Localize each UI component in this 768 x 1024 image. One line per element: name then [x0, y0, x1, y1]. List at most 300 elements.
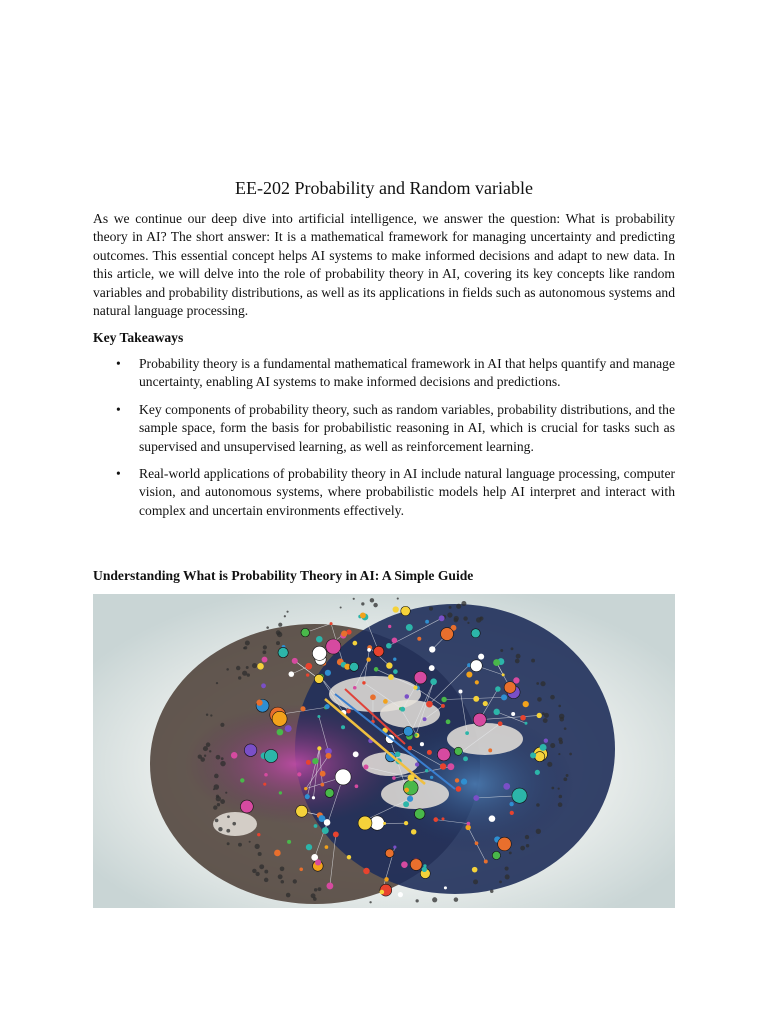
- halo-dot: [551, 787, 554, 790]
- network-node: [320, 783, 324, 787]
- document-title: EE-202 Probability and Random variable: [235, 178, 533, 198]
- halo-dot: [559, 717, 564, 722]
- halo-dot: [221, 757, 224, 760]
- network-node: [355, 784, 359, 788]
- network-node: [398, 892, 403, 897]
- network-node: [393, 669, 398, 674]
- halo-dot: [256, 872, 260, 876]
- halo-dot: [243, 647, 245, 649]
- network-node: [467, 822, 471, 826]
- halo-dot: [278, 874, 283, 879]
- network-node: [430, 776, 433, 779]
- halo-dot: [236, 666, 240, 670]
- network-node: [325, 845, 329, 849]
- network-node: [414, 809, 424, 819]
- network-node: [392, 776, 396, 780]
- network-node: [400, 707, 405, 712]
- network-node: [417, 637, 421, 641]
- halo-dot: [456, 604, 461, 609]
- halo-dot: [505, 874, 510, 879]
- network-node: [495, 686, 501, 692]
- network-node: [324, 819, 331, 826]
- halo-dot: [311, 893, 316, 898]
- network-node: [426, 701, 433, 708]
- network-node: [360, 612, 366, 618]
- network-node: [240, 778, 244, 782]
- halo-dot: [566, 774, 569, 777]
- network-node: [446, 719, 451, 724]
- halo-dot: [429, 607, 433, 611]
- halo-dot: [370, 598, 374, 602]
- network-node: [277, 729, 284, 736]
- network-node: [347, 855, 351, 859]
- halo-dot: [259, 864, 264, 869]
- halo-dot: [558, 705, 561, 708]
- network-node: [440, 763, 446, 769]
- halo-dot: [227, 815, 230, 818]
- halo-dot: [544, 713, 549, 718]
- network-node: [312, 796, 315, 799]
- network-node: [454, 747, 462, 755]
- network-node: [244, 744, 257, 757]
- halo-dot: [505, 866, 509, 870]
- network-node: [274, 850, 281, 857]
- network-node: [488, 748, 492, 752]
- network-node: [292, 658, 298, 664]
- halo-dot: [252, 869, 256, 873]
- network-node: [312, 646, 326, 660]
- network-node: [363, 764, 368, 769]
- halo-dot: [280, 866, 285, 871]
- network-node: [353, 641, 358, 646]
- network-node: [404, 788, 409, 793]
- network-node: [535, 770, 540, 775]
- network-node: [401, 606, 411, 616]
- halo-dot: [563, 777, 567, 781]
- network-node: [459, 689, 463, 693]
- network-node: [386, 643, 392, 649]
- network-node: [422, 867, 427, 872]
- halo-dot: [258, 852, 262, 856]
- network-node: [430, 678, 437, 685]
- halo-dot: [473, 879, 478, 884]
- network-node: [455, 778, 459, 782]
- takeaway-text: Key components of probability theory, such as random variables, probability distributions, and the sample space, form the basis for probabilistic reasoning in AI, which is crucial for tasks such as supervised and unsupervised learning, as well as reinforcement learning.: [139, 401, 675, 454]
- network-node: [346, 709, 350, 713]
- network-node: [240, 800, 253, 813]
- network-node: [544, 738, 548, 742]
- halo-dot: [247, 673, 250, 676]
- halo-dot: [547, 762, 552, 767]
- network-node: [393, 846, 396, 849]
- halo-dot: [540, 681, 545, 686]
- network-node: [367, 648, 371, 652]
- halo-dot: [220, 761, 225, 766]
- network-node: [264, 773, 268, 777]
- halo-dot: [286, 893, 291, 898]
- network-node: [385, 849, 394, 858]
- network-node: [326, 639, 341, 654]
- halo-dot: [550, 743, 555, 748]
- halo-dot: [449, 606, 452, 609]
- halo-dot: [281, 880, 285, 884]
- network-node: [492, 851, 500, 859]
- network-node: [425, 620, 429, 624]
- network-node: [535, 752, 545, 762]
- network-node: [264, 749, 277, 762]
- bullet-icon: •: [116, 356, 121, 371]
- network-node: [465, 731, 469, 735]
- halo-dot: [216, 796, 221, 801]
- halo-dot: [238, 843, 242, 847]
- halo-dot: [214, 784, 219, 789]
- intro-paragraph: As we continue our deep dive into artificial intelligence, we answer the question: What is probability theory in AI? The short answer: It is a mathematical framework for managing uncertainty and predicting outcomes. This essential concept helps AI systems to make informed decisions and adapt to new data. In this article, we will delve into the role of probability theory in AI, covering its key concepts like random variables and probability distributions, as well as its applications in fields such as autonomous systems and natural language processing.: [93, 211, 675, 319]
- halo-dot: [232, 822, 236, 826]
- halo-dot: [216, 755, 221, 760]
- network-node: [471, 629, 480, 638]
- halo-dot: [531, 659, 535, 663]
- network-node: [414, 734, 417, 737]
- network-node: [300, 706, 305, 711]
- halo-dot: [558, 802, 563, 807]
- network-node: [380, 890, 385, 895]
- network-node: [511, 712, 515, 716]
- network-node: [256, 700, 262, 706]
- halo-dot: [559, 740, 563, 744]
- network-node: [335, 769, 351, 785]
- network-node: [304, 787, 307, 790]
- network-node: [493, 709, 499, 715]
- halo-dot: [516, 654, 521, 659]
- network-node: [358, 816, 372, 830]
- network-node: [513, 677, 519, 683]
- network-node: [395, 752, 400, 757]
- halo-dot: [454, 897, 459, 902]
- network-node: [484, 860, 488, 864]
- network-node: [420, 742, 424, 746]
- network-illustration: [93, 594, 675, 908]
- halo-dot: [227, 842, 230, 845]
- network-node: [524, 722, 527, 725]
- network-node: [285, 725, 292, 732]
- network-node: [466, 671, 472, 677]
- network-node: [401, 861, 408, 868]
- list-item: [93, 355, 675, 392]
- halo-dot: [278, 623, 282, 627]
- network-node: [326, 753, 332, 759]
- network-node: [493, 659, 500, 666]
- halo-dot: [209, 750, 211, 752]
- halo-dot: [340, 606, 342, 608]
- network-node: [405, 694, 410, 699]
- network-node: [370, 694, 376, 700]
- network-node: [473, 696, 479, 702]
- key-takeaways-heading: Key Takeaways: [93, 330, 184, 345]
- halo-dot: [490, 890, 493, 893]
- halo-dot: [215, 819, 219, 823]
- network-node: [498, 721, 503, 726]
- network-node: [483, 701, 488, 706]
- takeaway-text: Real-world applications of probability theory in AI include natural language processing, computer vision, and autonomous systems, where probabilistic models help AI interpret and interact with complex and uncertain environments effectively.: [139, 466, 675, 518]
- halo-dot: [218, 827, 222, 831]
- halo-dot: [463, 616, 467, 620]
- network-node: [322, 827, 329, 834]
- network-node: [388, 674, 394, 680]
- halo-dot: [537, 697, 542, 702]
- section-heading: Understanding What is Probability Theory in AI: A Simple Guide: [93, 568, 474, 583]
- network-node: [502, 673, 505, 676]
- bullet-icon: •: [116, 466, 121, 482]
- network-node: [279, 791, 282, 794]
- network-node: [408, 746, 413, 751]
- network-node: [406, 624, 413, 631]
- network-node: [407, 796, 413, 802]
- halo-dot: [246, 666, 249, 669]
- halo-dot: [318, 887, 322, 891]
- network-node: [429, 646, 435, 652]
- network-node: [383, 699, 388, 704]
- network-node: [530, 752, 536, 758]
- halo-dot: [397, 598, 399, 600]
- network-node: [403, 780, 418, 795]
- halo-dot: [263, 645, 267, 649]
- network-node: [388, 625, 391, 628]
- halo-dot: [480, 617, 482, 619]
- network-node: [441, 697, 446, 702]
- halo-dot: [284, 615, 286, 617]
- network-node: [306, 844, 312, 850]
- network-node: [383, 822, 386, 825]
- network-node: [341, 725, 345, 729]
- network-node: [261, 683, 266, 688]
- network-node: [392, 637, 398, 643]
- network-node: [501, 694, 507, 700]
- network-node: [403, 801, 409, 807]
- network-node: [498, 837, 512, 851]
- network-node: [489, 815, 496, 822]
- halo-dot: [509, 851, 512, 854]
- network-node: [272, 711, 287, 726]
- halo-dot: [226, 829, 230, 833]
- network-node: [353, 751, 359, 757]
- network-illustration-svg: [93, 594, 675, 908]
- network-node: [315, 859, 321, 865]
- network-node: [473, 713, 486, 726]
- network-node: [413, 686, 417, 690]
- halo-dot: [220, 723, 224, 727]
- network-node: [301, 628, 310, 637]
- network-node: [509, 802, 513, 806]
- halo-dot: [276, 641, 280, 645]
- halo-dot: [314, 888, 317, 891]
- network-node: [504, 682, 516, 694]
- network-node: [333, 831, 339, 837]
- network-node: [423, 864, 426, 867]
- halo-dot: [252, 663, 257, 668]
- network-node: [353, 686, 357, 690]
- network-node: [503, 783, 510, 790]
- network-node: [305, 663, 312, 670]
- network-node: [317, 715, 320, 718]
- network-node: [441, 704, 445, 708]
- network-node: [472, 867, 478, 873]
- halo-dot: [361, 602, 364, 605]
- network-node: [463, 756, 468, 761]
- halo-dot: [238, 676, 241, 679]
- halo-dot: [525, 835, 529, 839]
- network-node: [287, 840, 291, 844]
- network-node: [263, 783, 266, 786]
- network-node: [341, 631, 347, 637]
- network-node: [257, 663, 264, 670]
- halo-dot: [225, 792, 227, 794]
- halo-dot: [206, 742, 211, 747]
- halo-dot: [558, 753, 560, 755]
- halo-dot: [369, 901, 371, 903]
- network-node: [384, 877, 388, 881]
- network-node: [326, 882, 333, 889]
- takeaway-text: Probability theory is a fundamental mathematical framework in AI that helps quantify and manage uncertainty, enabling AI systems to make informed decisions and predictions.: [139, 356, 675, 390]
- network-node: [316, 636, 323, 643]
- halo-dot: [564, 727, 567, 730]
- halo-dot: [499, 880, 502, 883]
- network-node: [475, 680, 479, 684]
- network-node: [297, 772, 301, 776]
- network-node: [278, 647, 288, 657]
- halo-dot: [569, 753, 572, 756]
- network-node: [262, 657, 268, 663]
- network-node: [393, 606, 399, 612]
- halo-dot: [262, 650, 266, 654]
- halo-dot: [543, 718, 548, 723]
- network-node: [423, 717, 427, 721]
- halo-dot: [536, 682, 539, 685]
- network-node: [429, 665, 435, 671]
- network-node: [305, 794, 310, 799]
- network-node: [299, 868, 303, 872]
- network-node: [404, 821, 408, 825]
- network-node: [465, 825, 470, 830]
- network-node: [437, 748, 450, 761]
- network-node: [456, 786, 462, 792]
- network-node: [444, 886, 447, 889]
- network-node: [523, 701, 529, 707]
- list-item: [93, 465, 675, 520]
- network-node: [314, 824, 318, 828]
- halo-dot: [511, 647, 514, 650]
- network-node: [410, 859, 422, 871]
- network-node: [537, 713, 542, 718]
- halo-dot: [242, 671, 247, 676]
- halo-dot: [206, 713, 208, 715]
- halo-dot: [526, 844, 529, 847]
- network-node: [520, 715, 526, 721]
- list-item: [93, 401, 675, 456]
- network-node: [447, 763, 454, 770]
- network-node: [366, 657, 370, 661]
- network-node: [441, 817, 444, 820]
- network-node: [325, 704, 330, 709]
- network-node: [306, 673, 309, 676]
- network-node: [461, 779, 467, 785]
- network-node: [540, 744, 547, 751]
- network-node: [439, 615, 445, 621]
- bullet-icon: •: [116, 401, 121, 417]
- network-node: [363, 868, 370, 875]
- network-node: [296, 805, 308, 817]
- halo-dot: [217, 803, 220, 806]
- halo-dot: [536, 803, 540, 807]
- network-node: [433, 817, 438, 822]
- network-node: [512, 788, 527, 803]
- network-node: [403, 726, 413, 736]
- halo-dot: [461, 601, 466, 606]
- halo-dot: [203, 746, 208, 751]
- network-node: [350, 662, 359, 671]
- halo-dot: [286, 611, 288, 613]
- halo-dot: [416, 899, 419, 902]
- halo-dot: [204, 755, 206, 757]
- network-node: [470, 660, 482, 672]
- halo-dot: [515, 659, 520, 664]
- halo-dot: [454, 618, 459, 623]
- network-node: [386, 662, 392, 668]
- halo-dot: [293, 879, 297, 883]
- halo-dot: [373, 603, 377, 607]
- network-node: [317, 746, 321, 750]
- halo-dot: [559, 795, 563, 799]
- network-node: [427, 750, 432, 755]
- halo-dot: [550, 695, 555, 700]
- halo-dot: [216, 682, 218, 684]
- network-node: [325, 789, 334, 798]
- halo-dot: [210, 714, 212, 716]
- network-node: [362, 681, 365, 684]
- network-node: [320, 771, 326, 777]
- network-node: [414, 671, 427, 684]
- halo-dot: [500, 649, 503, 652]
- network-node: [374, 646, 384, 656]
- network-node: [411, 829, 417, 835]
- halo-dot: [200, 757, 205, 762]
- halo-dot: [220, 799, 225, 804]
- network-node: [314, 674, 323, 683]
- network-node: [257, 833, 260, 836]
- network-node: [475, 841, 479, 845]
- takeaways-list: [93, 355, 675, 529]
- halo-dot: [264, 870, 268, 874]
- network-node: [393, 658, 396, 661]
- network-node: [425, 769, 428, 772]
- halo-dot: [353, 598, 355, 600]
- halo-dot: [520, 846, 525, 851]
- network-node: [306, 760, 311, 765]
- halo-dot: [447, 612, 452, 617]
- halo-dot: [245, 640, 250, 645]
- network-node: [289, 671, 295, 677]
- halo-dot: [558, 788, 560, 790]
- network-node: [441, 628, 454, 641]
- network-node: [325, 670, 331, 676]
- network-node: [330, 622, 333, 625]
- halo-dot: [276, 630, 281, 635]
- halo-dot: [255, 844, 260, 849]
- halo-dot: [213, 805, 217, 809]
- halo-dot: [214, 774, 219, 779]
- network-node: [231, 752, 238, 759]
- network-node: [510, 811, 514, 815]
- halo-dot: [226, 668, 229, 671]
